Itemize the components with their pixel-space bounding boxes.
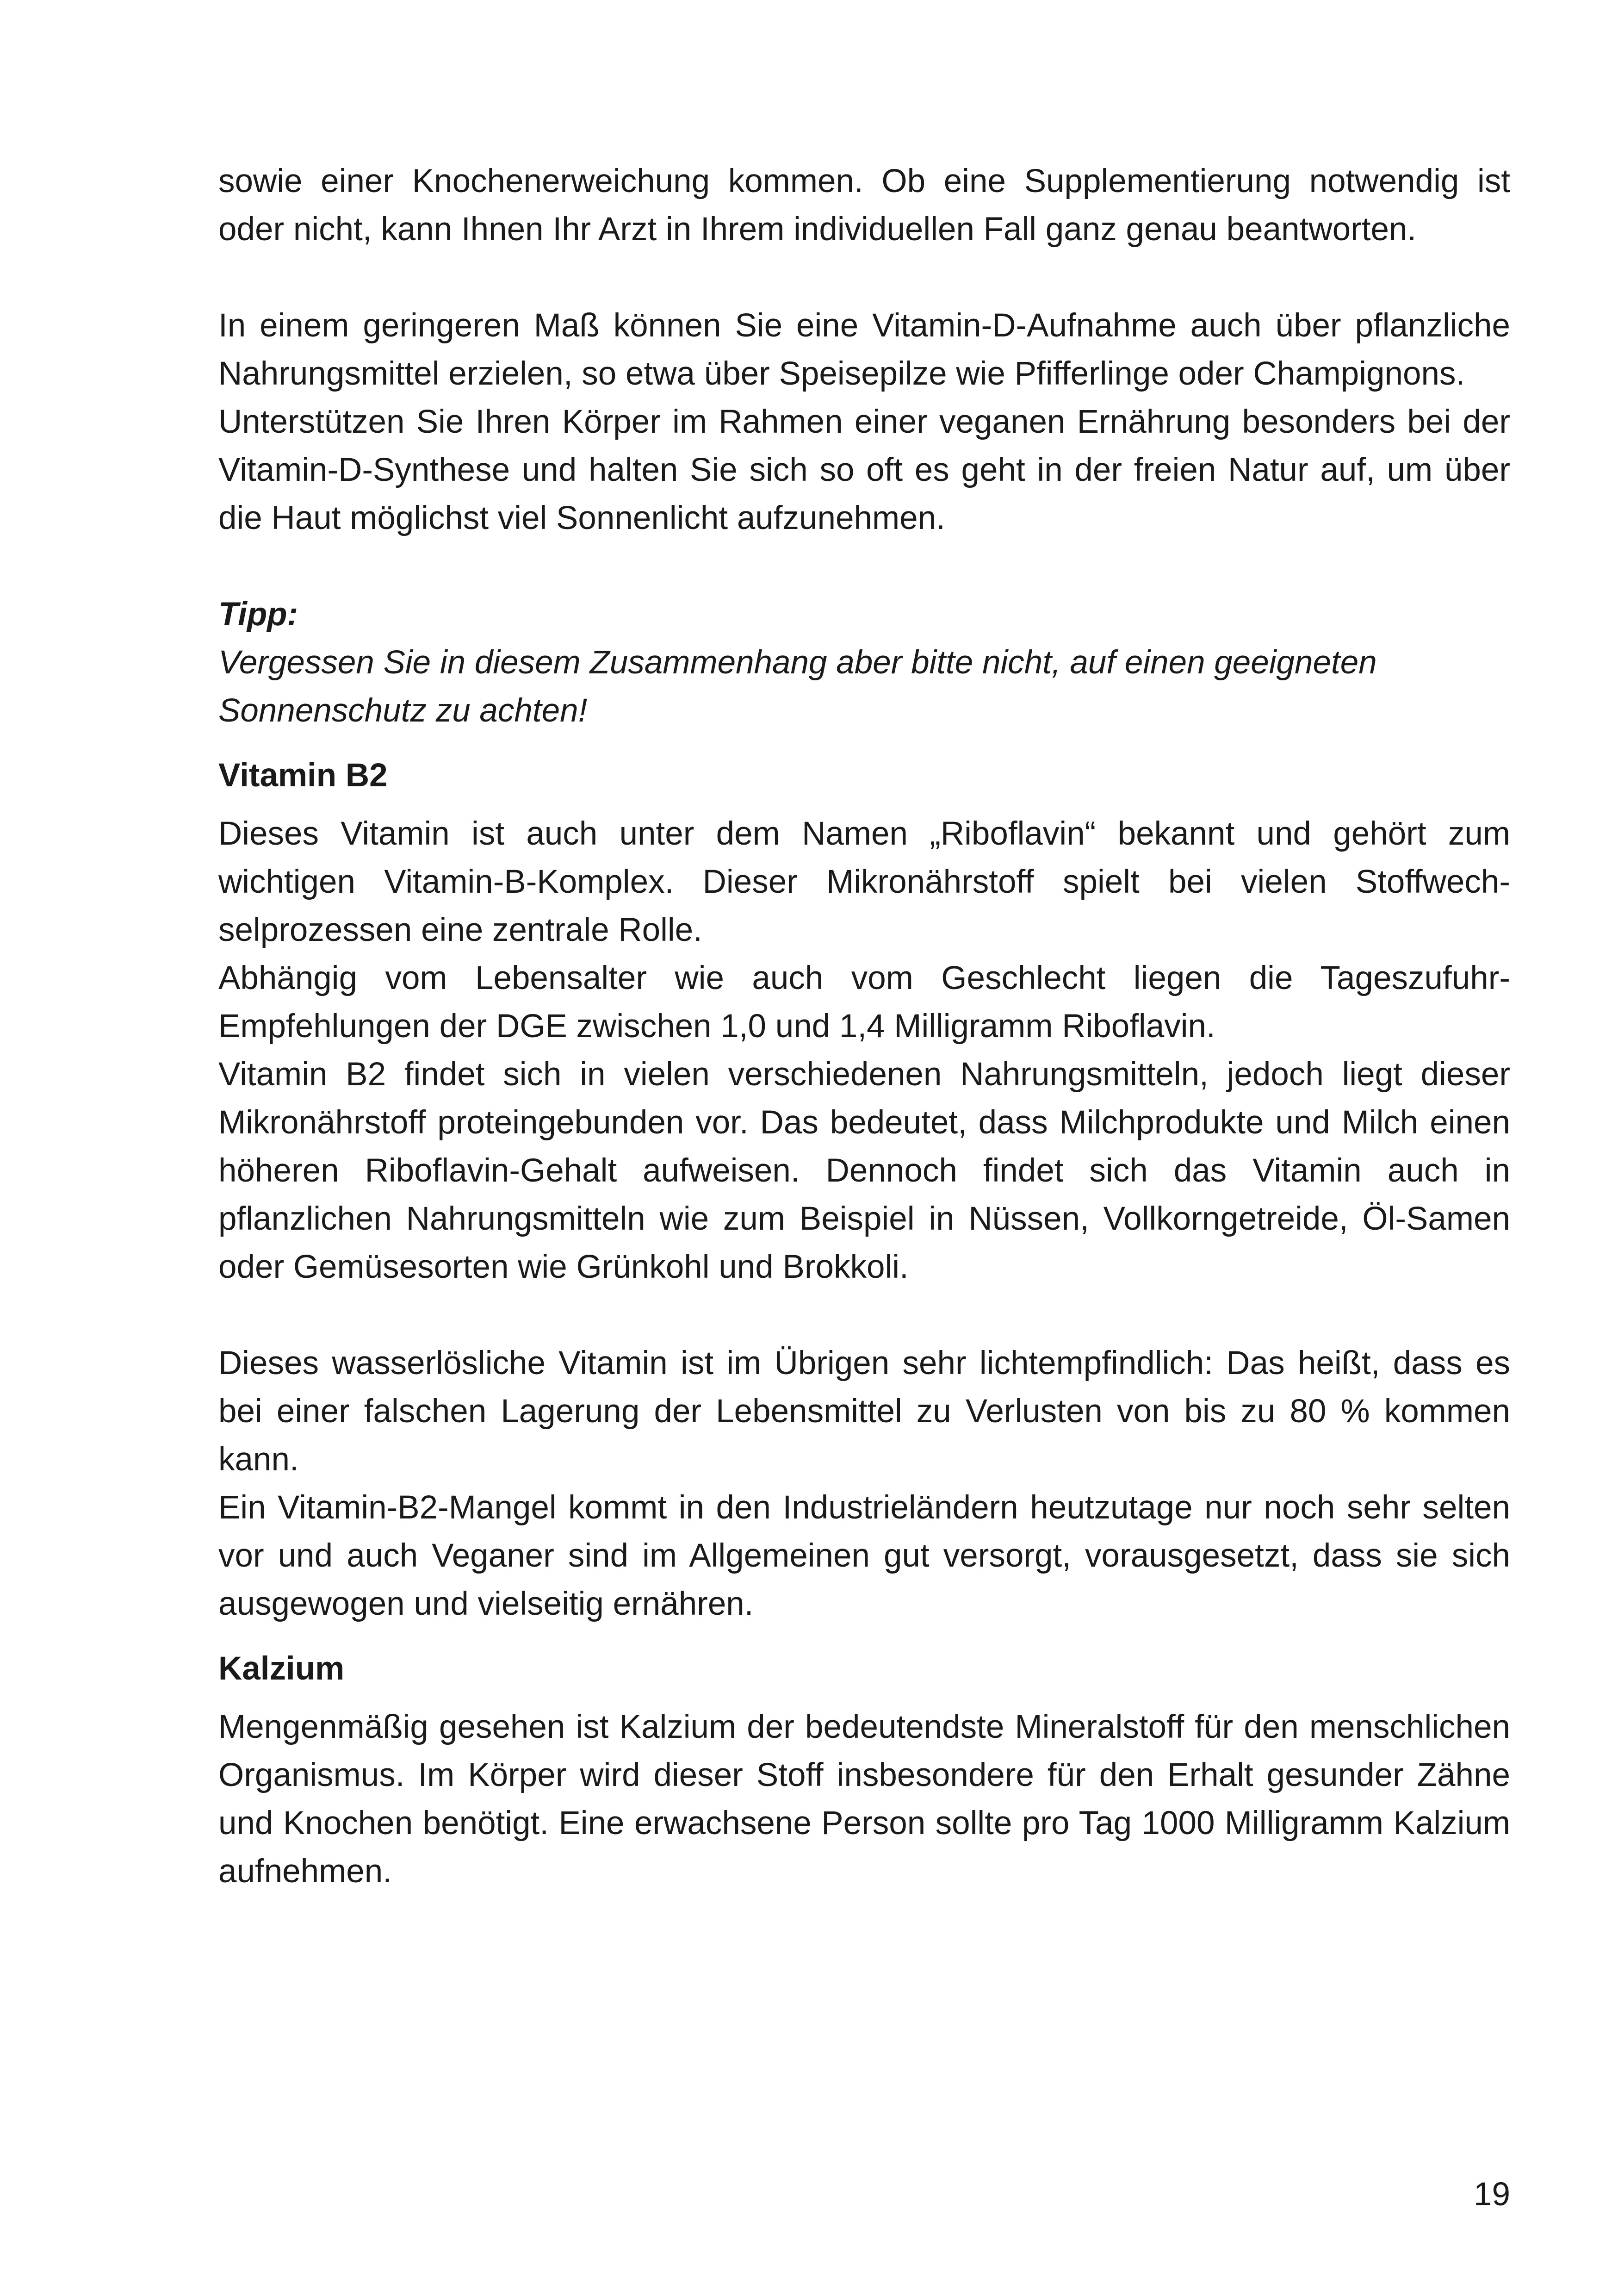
paragraph-b2-recommendation: Abhängig vom Lebensalter wie auch vom Geschlecht liegen die Tageszufuhr-Empfehlungen der DGE zwischen 1,0 und 1,4 Milligramm Riboflavin. [218,960,1510,1045]
paragraph-b2-deficiency: Ein Vitamin-B2-Mangel kommt in den Industrieländern heutzutage nur noch sehr selten vor und auch Veganer sind im Allgemeinen gut versorgt, vorausgesetzt, dass sie sich ausgewogen und vielseitig ernähren. [218,1489,1510,1622]
paragraph-b2-light-sensitivity: Dieses wasserlösliche Vitamin ist im Übrigen sehr lichtempfindlich: Das heißt, dass es bei einer falschen Lagerung der Lebensmittel zu Verlusten von bis zu 80 % kommen kann. [218,1345,1510,1478]
page-content [218,157,1510,1896]
section-heading-kalzium: Kalzium [218,1650,345,1687]
tip-heading: Tipp: [218,596,298,633]
page-number: 19 [1474,2176,1510,2213]
tip-body: Vergessen Sie in diesem Zusammenhang aber bitte nicht, auf einen geeigneten Sonnenschutz zu achten! [218,644,1377,729]
paragraph-vitamin-d-deficiency: sowie einer Knochenerweichung kommen. Ob eine Supplementierung notwendig ist oder nicht, kann Ihnen Ihr Arzt in Ihrem individuellen Fall ganz genau beantworten. [218,163,1510,248]
paragraph-b2-intro: Dieses Vitamin ist auch unter dem Namen „Riboflavin“ bekannt und gehört zum wichtigen Vitamin-B-Komplex. Dieser Mikronährstoff spielt bei vielen Stoffwechselprozessen eine zentrale Rolle. [218,815,1510,948]
paragraph-kalzium-intro: Mengenmäßig gesehen ist Kalzium der bedeutendste Mineralstoff für den menschlichen Organismus. Im Körper wird dieser Stoff insbesondere für den Erhalt gesunder Zähne und Knochen benötigt. Eine erwachsene Person sollte pro Tag 1000 Milligramm Kalzium aufnehmen. [218,1709,1510,1890]
paragraph-vitamin-d-plants: In einem geringeren Maß können Sie eine Vitamin-D-Aufnahme auch über pflanzliche Nahrungsmittel erzielen, so etwa über Speisepilze wie Pfifferlinge oder Champignons. [218,307,1510,392]
paragraph-vitamin-d-sunlight: Unterstützen Sie Ihren Körper im Rahmen einer veganen Ernährung besonders bei der Vitamin-D-Synthese und halten Sie sich so oft es geht in der freien Natur auf, um über die Haut möglichst viel Sonnenlicht aufzunehmen. [218,404,1510,536]
paragraph-b2-sources: Vitamin B2 findet sich in vielen verschiedenen Nahrungsmitteln, jedoch liegt dieser Mikronährstoff proteingebunden vor. Das bedeutet, dass Milchprodukte und Milch einen höheren Riboflavin-Gehalt aufweisen. Dennoch findet sich das Vitamin auch in pflanzlichen Nahrungsmitteln wie zum Beispiel in Nüssen, Vollkorngetreide, Öl-Samen oder Gemüsesorten wie Grünkohl und Brokkoli. [218,1056,1510,1285]
section-heading-vitamin-b2: Vitamin B2 [218,757,388,794]
